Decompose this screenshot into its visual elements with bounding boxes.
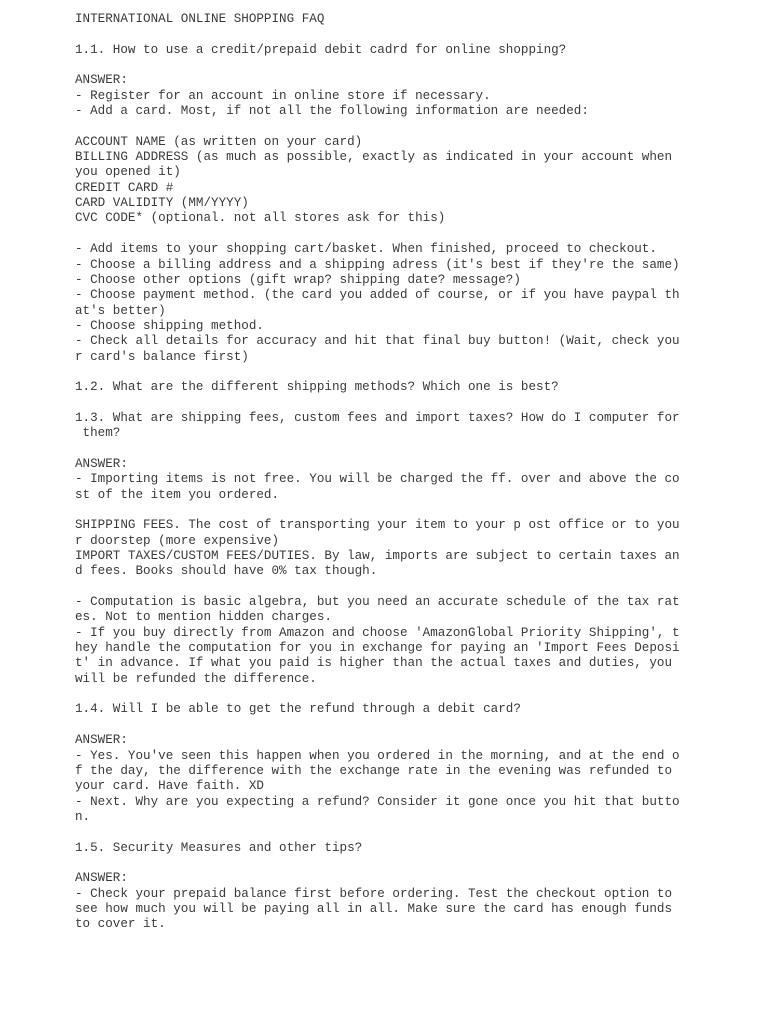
faq-document bbox=[75, 12, 680, 933]
text-line: ANSWER: bbox=[75, 456, 128, 471]
text-line: CARD VALIDITY (MM/YYYY) bbox=[75, 196, 249, 211]
text-line: t' in advance. If what you paid is higher than the actual taxes and duties, you bbox=[75, 656, 673, 671]
text-line: - Register for an account in online store if necessary. bbox=[75, 88, 491, 103]
text-line: st of the item you ordered. bbox=[75, 487, 280, 502]
text-line: - Computation is basic algebra, but you need an accurate schedule of the tax rat bbox=[75, 595, 680, 610]
text-line: BILLING ADDRESS (as much as possible, exactly as indicated in your account when bbox=[75, 150, 673, 165]
text-line: 1.2. What are the different shipping methods? Which one is best? bbox=[75, 380, 559, 395]
text-line: 1.3. What are shipping fees, custom fees and import taxes? How do I computer for bbox=[75, 410, 680, 425]
text-line: d fees. Books should have 0% tax though. bbox=[75, 564, 378, 579]
text-line: INTERNATIONAL ONLINE SHOPPING FAQ bbox=[75, 12, 325, 26]
text-line bbox=[75, 442, 675, 457]
text-line: - Add items to your shopping cart/basket. When finished, proceed to checkout. bbox=[75, 242, 657, 257]
text-line bbox=[75, 825, 675, 840]
text-line: ANSWER: bbox=[75, 871, 128, 886]
text-line: - Next. Why are you expecting a refund? Consider it gone once you hit that butto bbox=[75, 794, 680, 809]
text-line: - Choose shipping method. bbox=[75, 318, 264, 333]
text-line: hey handle the computation for you in exchange for paying an 'Import Fees Deposi bbox=[75, 641, 680, 656]
text-line: - If you buy directly from Amazon and choose 'AmazonGlobal Priority Shipping', t bbox=[75, 625, 680, 640]
text-line: ANSWER: bbox=[75, 73, 128, 88]
text-line: you opened it) bbox=[75, 165, 181, 180]
text-line bbox=[75, 503, 675, 518]
text-line: - Choose a billing address and a shipping adress (it's best if they're the same) bbox=[75, 257, 680, 272]
text-line: f the day, the difference with the exchange rate in the evening was refunded to bbox=[75, 763, 673, 778]
text-line bbox=[75, 687, 675, 702]
text-line: n. bbox=[75, 809, 91, 824]
text-line: ACCOUNT NAME (as written on your card) bbox=[75, 134, 363, 149]
text-line: will be refunded the difference. bbox=[75, 671, 317, 686]
text-line: see how much you will be paying all in all. Make sure the card has enough funds bbox=[75, 901, 673, 916]
text-line: - Check your prepaid balance first before ordering. Test the checkout option to bbox=[75, 886, 673, 901]
text-line: - Add a card. Most, if not all the following information are needed: bbox=[75, 104, 589, 119]
text-line bbox=[75, 396, 675, 411]
text-line: CVC CODE* (optional. not all stores ask for this) bbox=[75, 211, 446, 226]
text-line: them? bbox=[75, 426, 121, 441]
text-line: ANSWER: bbox=[75, 733, 128, 748]
text-line bbox=[75, 580, 675, 595]
text-line bbox=[75, 58, 675, 73]
text-line: - Check all details for accuracy and hit that final buy button! (Wait, check you bbox=[75, 334, 680, 349]
text-line: - Choose other options (gift wrap? shipping date? message?) bbox=[75, 272, 521, 287]
text-line bbox=[75, 365, 675, 380]
text-line: r card's balance first) bbox=[75, 349, 249, 364]
text-line: at's better) bbox=[75, 303, 166, 318]
text-line: to cover it. bbox=[75, 917, 166, 932]
text-line bbox=[75, 718, 675, 733]
text-line: - Choose payment method. (the card you added of course, or if you have paypal th bbox=[75, 288, 680, 303]
text-line bbox=[75, 227, 675, 242]
text-line: r doorstep (more expensive) bbox=[75, 533, 280, 548]
text-line: CREDIT CARD # bbox=[75, 180, 174, 195]
text-line: - Yes. You've seen this happen when you ordered in the morning, and at the end o bbox=[75, 748, 680, 763]
text-line: 1.5. Security Measures and other tips? bbox=[75, 840, 363, 855]
text-line bbox=[75, 119, 675, 134]
text-line: SHIPPING FEES. The cost of transporting your item to your p ost office or to you bbox=[75, 518, 680, 533]
text-line bbox=[75, 856, 675, 871]
text-line: 1.4. Will I be able to get the refund through a debit card? bbox=[75, 702, 521, 717]
text-line: your card. Have faith. XD bbox=[75, 779, 264, 794]
text-line: IMPORT TAXES/CUSTOM FEES/DUTIES. By law, imports are subject to certain taxes an bbox=[75, 549, 680, 564]
text-line: es. Not to mention hidden charges. bbox=[75, 610, 332, 625]
text-line bbox=[75, 27, 675, 42]
text-line: 1.1. How to use a credit/prepaid debit cadrd for online shopping? bbox=[75, 42, 567, 57]
text-line: - Importing items is not free. You will be charged the ff. over and above the co bbox=[75, 472, 680, 487]
